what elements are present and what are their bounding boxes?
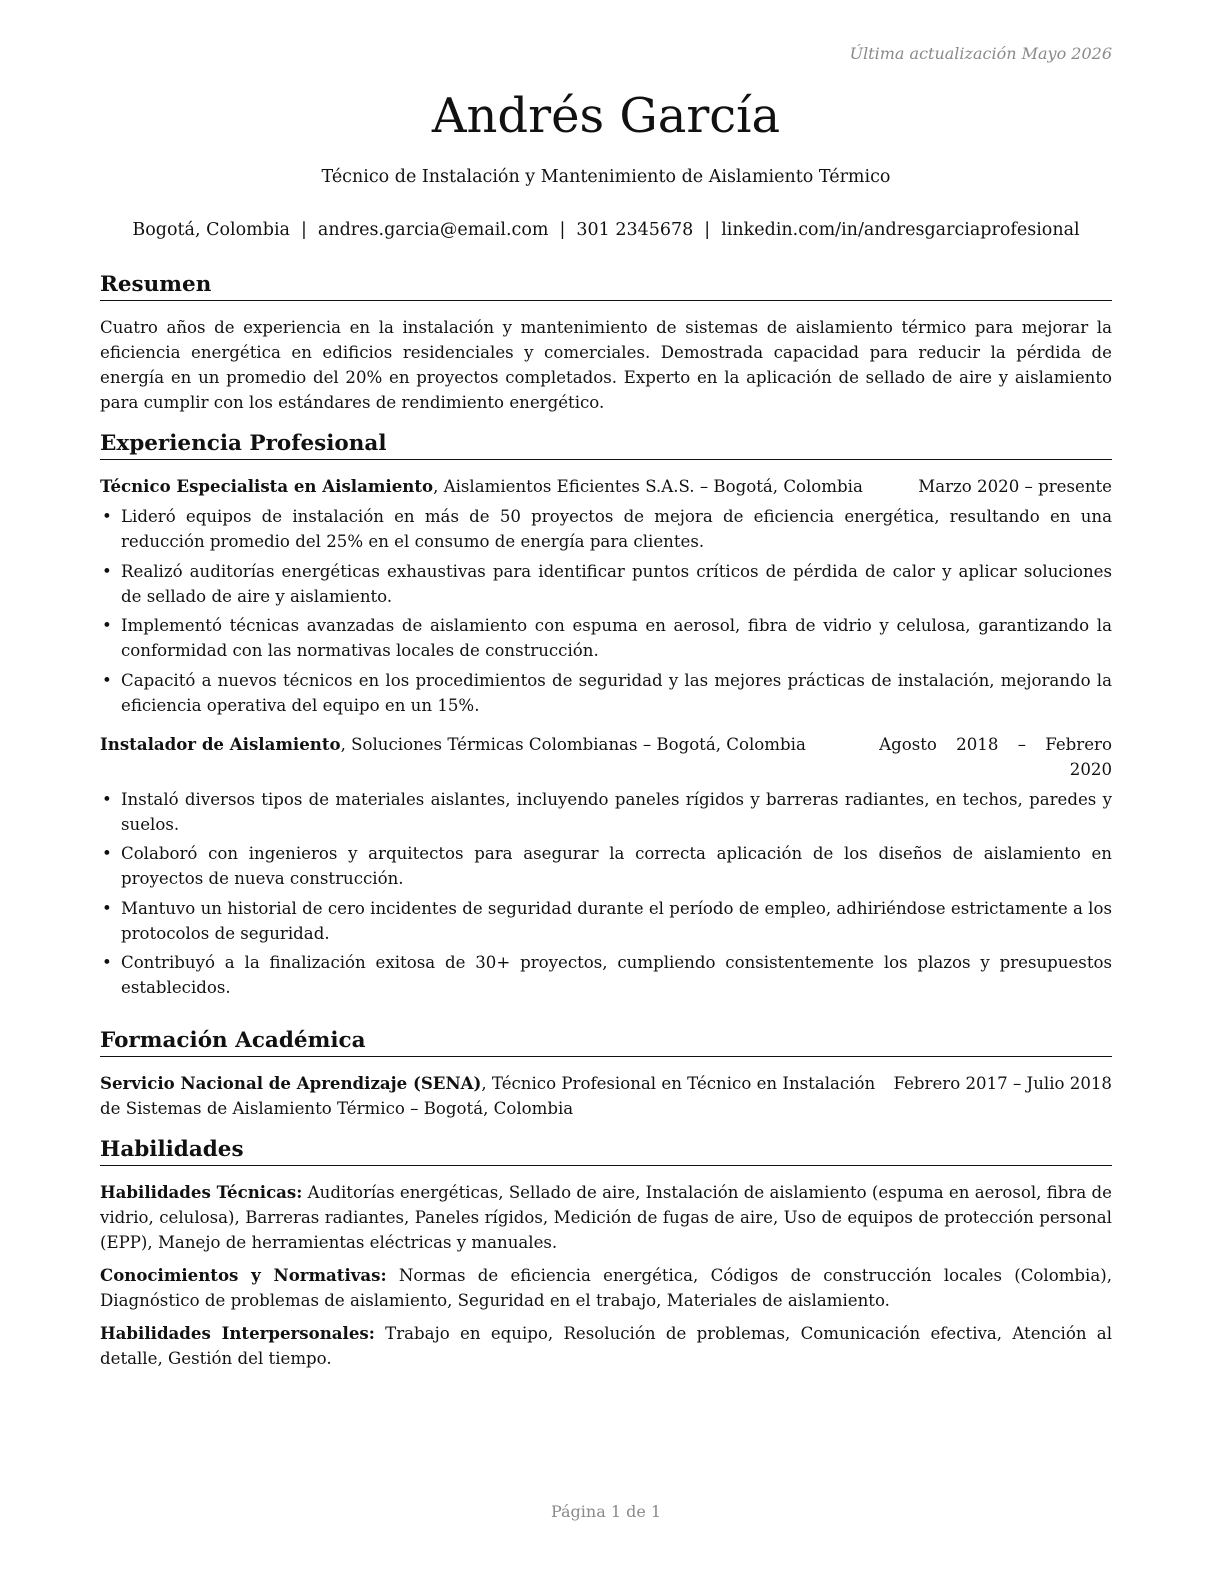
contact-separator: | [559, 220, 566, 240]
list-item: • Instaló diversos tipos de materiales aislantes, incluyendo paneles rígidos y barreras radiantes, en techos, paredes y suelos. [100, 787, 1112, 837]
education-degree: , Técnico Profesional en Técnico en Instalación [481, 1074, 876, 1093]
skill-label: Habilidades Técnicas: [100, 1182, 303, 1202]
job-role: Instalador de Aislamiento [100, 733, 341, 754]
contact-separator: | [704, 220, 711, 240]
job-dates-line: 2020 [1069, 759, 1112, 779]
list-item: • Colaboró con ingenieros y arquitectos para asegurar la correcta aplicación de los diseños de aislamiento en proyectos de nueva construcción. [100, 841, 1112, 891]
skills-section [100, 1136, 1112, 1379]
skill-label: Conocimientos y Normativas: [100, 1265, 387, 1285]
job-title: Técnico de Instalación y Mantenimiento de Aislamiento Térmico [321, 167, 891, 187]
contact-separator: | [300, 220, 307, 240]
job-role: Técnico Especialista en Aislamiento [100, 476, 434, 496]
section-heading: Experiencia Profesional [100, 430, 1112, 460]
contact-linkedin[interactable]: linkedin.com/in/andresgarciaprofesional [721, 220, 1080, 240]
skill-group [100, 1321, 1112, 1371]
summary-text: Cuatro años de experiencia en la instalación y mantenimiento de sistemas de aislamiento térmico para mejorar la eficiencia energética en edificios residenciales y comerciales. Demostrada capacidad para reducir la pérdida de energía en un promedio del 20% en proyectos completados. Experto en la aplicación de sellado de aire y aislamiento para cumplir con los estándares de rendimiento energético. [100, 318, 1112, 412]
skill-text: Normas de eficiencia energética, Códigos de construcción locales (Colombia), Diagnóstico de problemas de aislamiento, Seguridad en el trabajo, Materiales de aislamiento. [100, 1266, 1113, 1310]
job-company: , Soluciones Térmicas Colombianas – Bogotá, Colombia [340, 734, 806, 754]
list-item: • Realizó auditorías energéticas exhaustivas para identificar puntos críticos de pérdida de calor y aplicar soluciones de sellado de aire y aislamiento. [100, 559, 1112, 609]
education-degree-cont: de Sistemas de Aislamiento Térmico – Bogotá, Colombia [100, 1099, 574, 1118]
experience-section [100, 430, 1112, 1005]
education-dates: Febrero 2017 – Julio 2018 [893, 1074, 1112, 1093]
education-institution: Servicio Nacional de Aprendizaje (SENA) [100, 1073, 482, 1093]
contact-email[interactable]: andres.garcia@email.com [317, 220, 549, 240]
job-dates: Marzo 2020 – presente [918, 477, 1112, 496]
candidate-name: Andrés García [431, 88, 781, 144]
skill-group [100, 1263, 1112, 1313]
list-item: • Lideró equipos de instalación en más de 50 proyectos de mejora de eficiencia energética, resultando en una reducción promedio del 25% en el consumo de energía para clientes. [100, 504, 1112, 554]
section-heading: Resumen [100, 271, 1112, 301]
list-item: • Implementó técnicas avanzadas de aislamiento con espuma en aerosol, fibra de vidrio y celulosa, garantizando la conformidad con las normativas locales de construcción. [100, 613, 1112, 663]
contact-location: Bogotá, Colombia [132, 220, 290, 240]
list-item: • Mantuvo un historial de cero incidentes de seguridad durante el período de empleo, adhiriéndose estrictamente a los protocolos de seguridad. [100, 896, 1112, 946]
skill-group [100, 1180, 1112, 1255]
skill-text: Auditorías energéticas, Sellado de aire, Instalación de aislamiento (espuma en aerosol, fibra de vidrio, celulosa), Barreras radiantes, Paneles rígidos, Medición de fugas de aire, Uso de equipos de protección personal (EPP), Manejo de herramientas eléctricas y manuales. [100, 1183, 1112, 1252]
job-bullets [100, 504, 1112, 718]
skill-text: Trabajo en equipo, Resolución de problemas, Comunicación efectiva, Atención al detalle, Gestión del tiempo. [100, 1324, 1113, 1368]
education-entry [100, 1071, 1112, 1121]
list-item: • Contribuyó a la finalización exitosa de 30+ proyectos, cumpliendo consistentemente los plazos y presupuestos establecidos. [100, 950, 1112, 1000]
page-number: Página 1 de 1 [550, 1502, 662, 1521]
job-header [100, 732, 1112, 782]
contact-line [100, 220, 1112, 240]
skill-label: Habilidades Interpersonales: [100, 1323, 375, 1343]
job-bullets [100, 787, 1112, 1001]
job-entry [100, 474, 1112, 718]
section-heading: Formación Académica [100, 1027, 1112, 1057]
last-updated: Última actualización Mayo 2026 [849, 44, 1112, 63]
job-company: , Aislamientos Eficientes S.A.S. – Bogotá, Colombia [433, 477, 863, 496]
resume-page [100, 0, 1112, 1584]
list-item: • Capacitó a nuevos técnicos en los procedimientos de seguridad y las mejores prácticas de instalación, mejorando la eficiencia operativa del equipo en un 15%. [100, 668, 1112, 718]
contact-phone: 301 2345678 [576, 220, 694, 240]
section-heading: Habilidades [100, 1136, 1112, 1166]
job-dates-line: Agosto 2018 – Febrero [879, 734, 1112, 754]
education-section [100, 1027, 1112, 1121]
job-header [100, 474, 1112, 499]
summary-section [100, 271, 1112, 415]
job-dates [879, 732, 1112, 782]
job-entry [100, 732, 1112, 1001]
